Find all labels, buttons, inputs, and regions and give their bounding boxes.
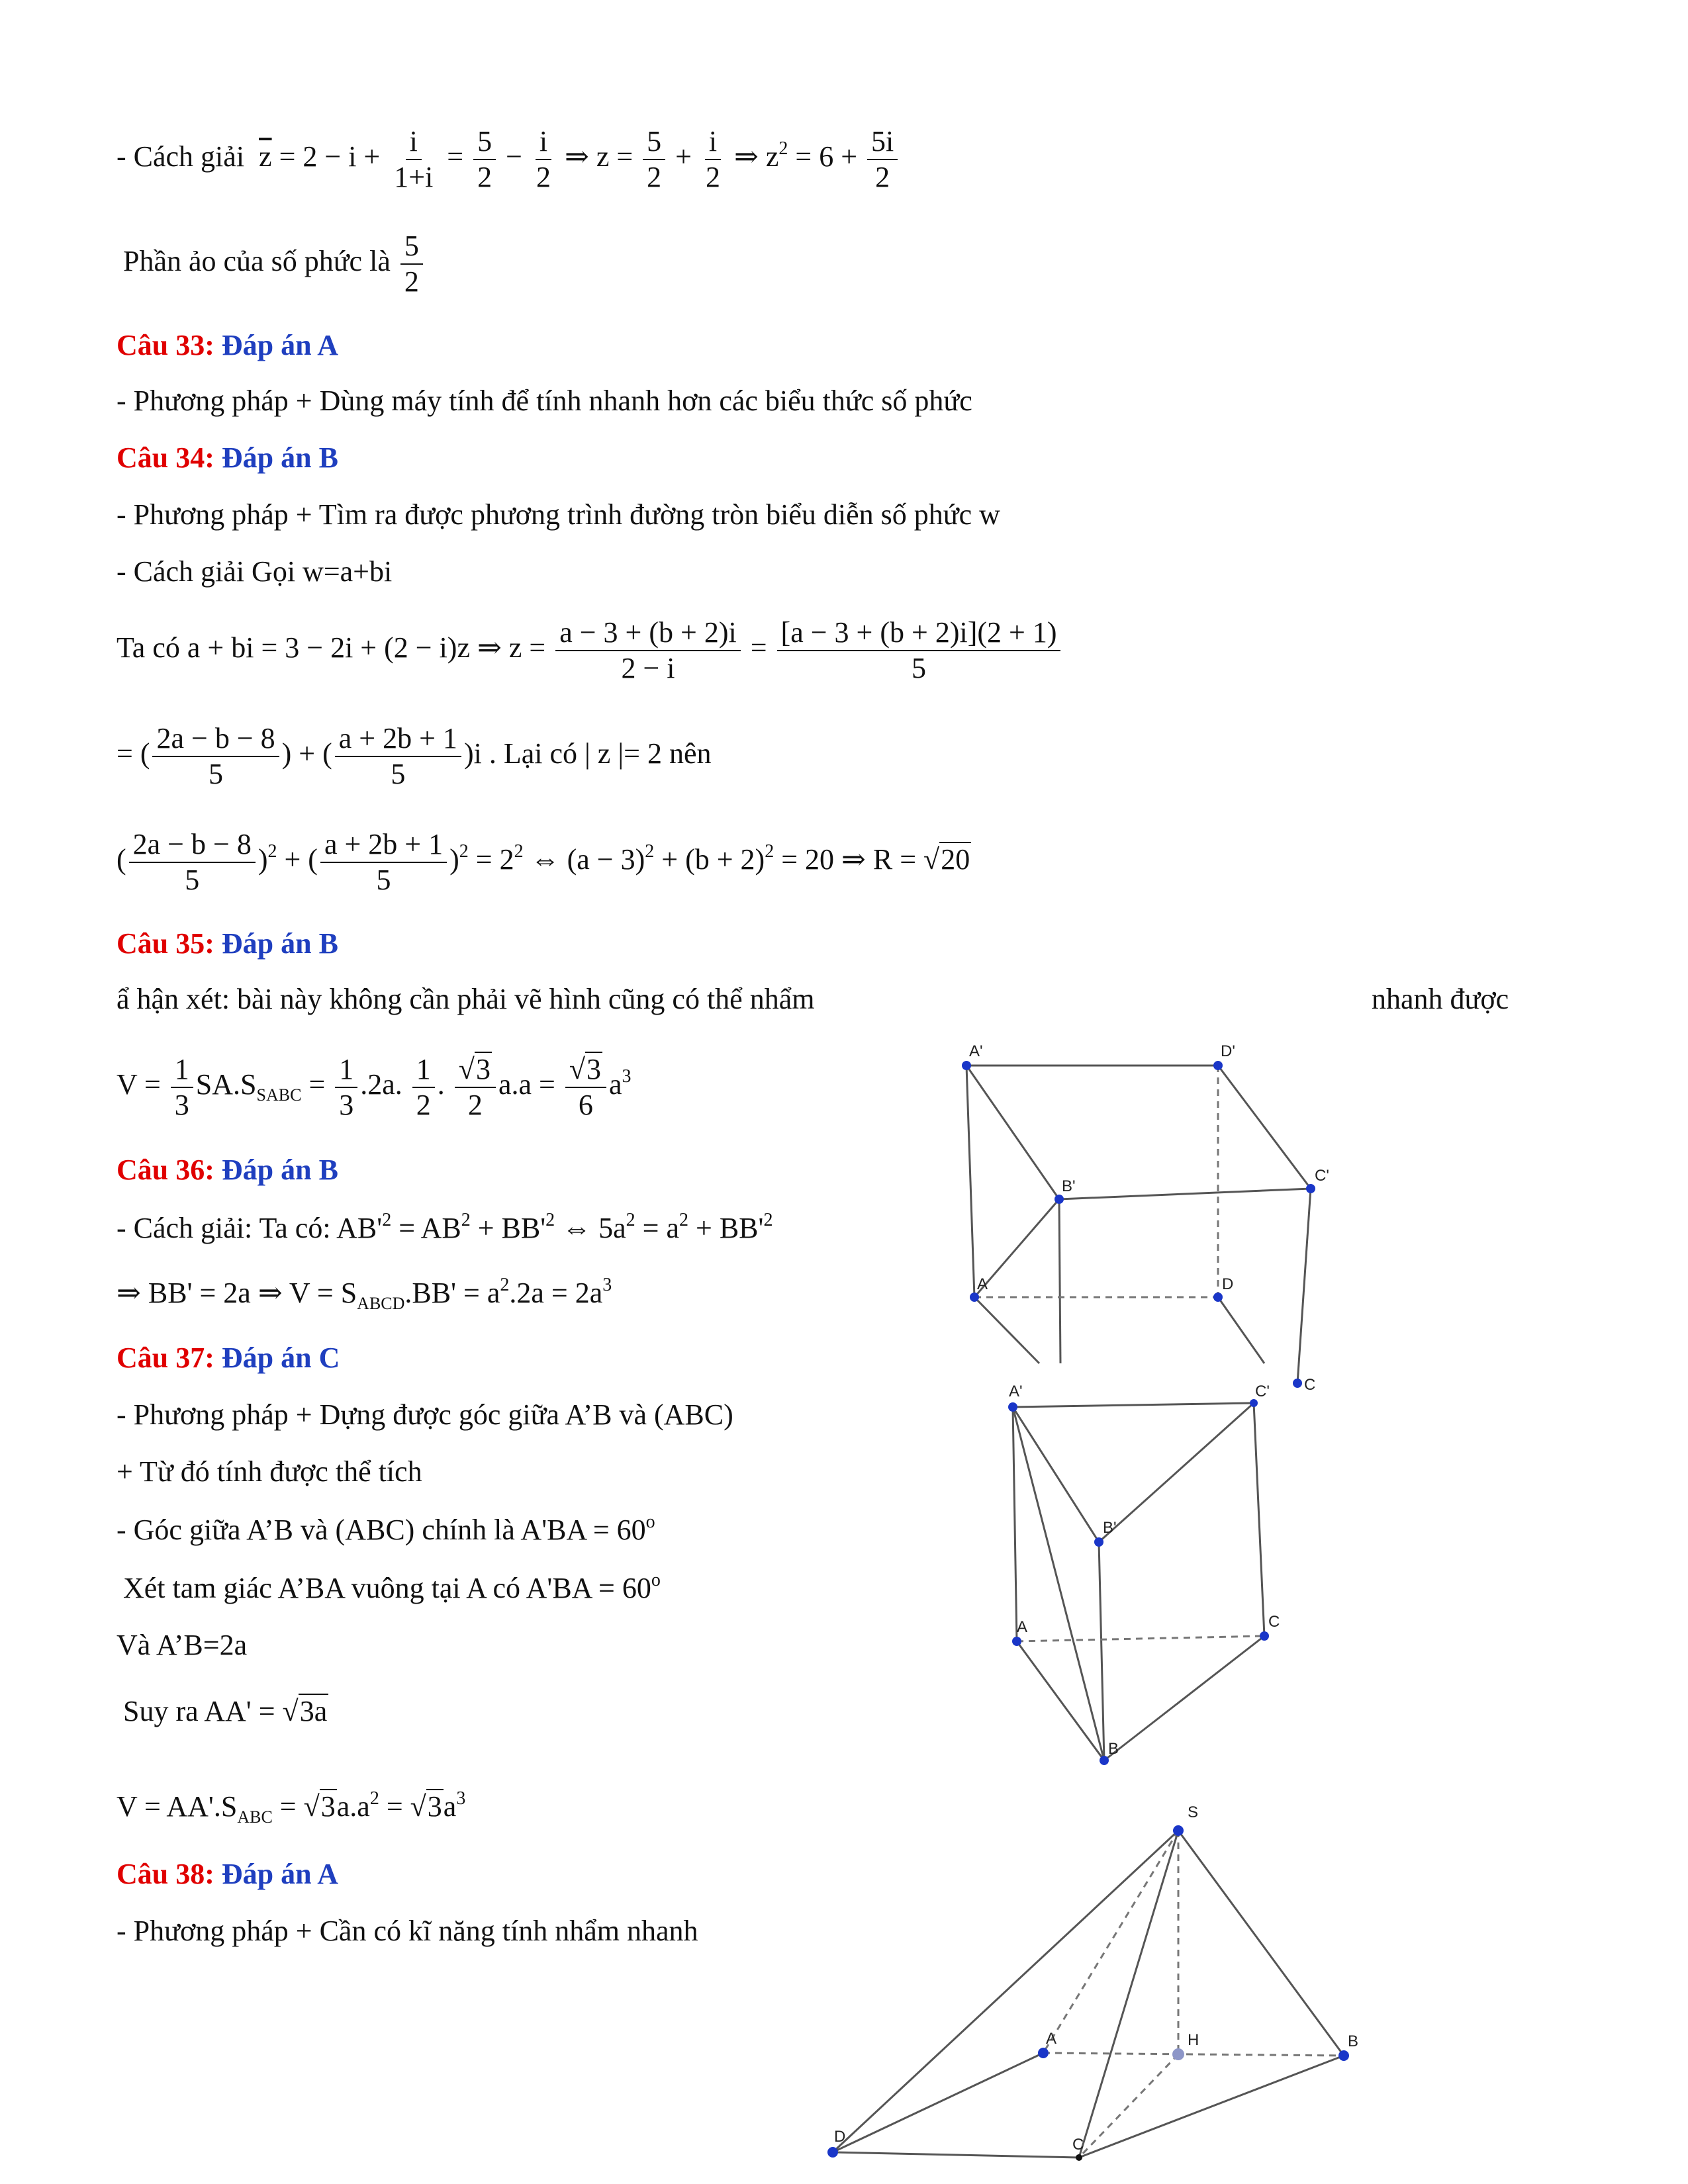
- deduce-37-text: Suy ra: [123, 1695, 199, 1727]
- given-37: Và A’B=2a: [117, 1629, 248, 1661]
- fig2-label-a1: A': [1009, 1383, 1023, 1400]
- deduce-37: Suy ra AA' = √3a: [123, 1695, 328, 1727]
- solution-36-a: - Cách giải: Ta có: $AB'^2 = AB^2 + BB'^2$ ⇔ $5a^2 = a^2 + BB'^2$: [117, 1210, 773, 1244]
- question-35-label: Câu 35:: [117, 927, 214, 960]
- fig3-label-d: D: [834, 2128, 846, 2146]
- question-38-label: Câu 38:: [117, 1858, 214, 1890]
- fig3-label-b: B: [1348, 2032, 1359, 2050]
- aa-label: AA' =: [204, 1695, 275, 1727]
- figure-prism-2: [993, 1377, 1311, 1774]
- question-38-heading: [117, 1857, 338, 1891]
- equation-34-b: = ( $\frac{2a - b - 8}{5}$ ) + ( $\frac{a + 2b + 1}{5}$ )i . Lại có | z |= 2 nên: [117, 722, 712, 790]
- fig3-label-h: H: [1188, 2031, 1199, 2049]
- solution-34: - Cách giải Gọi w=a+bi: [117, 555, 393, 588]
- step-37: + Từ đó tính được thể tích: [117, 1455, 422, 1488]
- question-37-heading: [117, 1341, 340, 1375]
- angle-37-text: - Góc giữa A’B và (ABC) chính là: [117, 1514, 515, 1546]
- degree-sign: o: [645, 1512, 655, 1532]
- method-38: - Phương pháp + Cần có kĩ năng tính nhẩm nhanh: [117, 1915, 698, 1947]
- imaginary-part-line: Phần ảo của số phức là $\frac{5}{2}$: [123, 229, 426, 299]
- solution-36-label: - Cách giải: Ta có:: [117, 1212, 331, 1244]
- angle-37-value: A'BA = 60: [520, 1514, 646, 1546]
- question-34-heading: [117, 441, 338, 475]
- question-37-label: Câu 37:: [117, 1342, 214, 1374]
- nen-text: nên: [669, 737, 712, 770]
- fig2-label-a: A: [1017, 1618, 1028, 1636]
- fig1-label-d: D: [1222, 1275, 1234, 1293]
- volume-37: $V = AA'.S_{ABC} = √3a.a^2 = √3a^3$: [117, 1788, 466, 1827]
- method-33: - Phương pháp + Dùng máy tính để tính nhanh hơn các biểu thức số phức: [117, 385, 972, 417]
- laico-text: . Lại có: [489, 737, 577, 770]
- fig1-label-a1: A': [969, 1042, 983, 1060]
- fig1-label-a: A: [977, 1275, 988, 1293]
- solution-line-32: - Cách giải $\overline{z} = 2 - i$ + $\frac{i}{1+i}$ = $\frac{5}{2}$ − $\frac{i}{2}$ ⇒ z = $\frac{5}{2}$ + $\frac{i}{2}$ ⇒ $z^2 = 6$ + $\frac{5i}{2}$: [117, 124, 900, 195]
- method-34: - Phương pháp + Tìm ra được phương trình đường tròn biểu diễn số phức w: [117, 498, 1000, 531]
- solution-36-b: ⇒ BB' = 2a ⇒ $V = S_{ABCD}.BB' = a^2.2a = 2a^3$: [117, 1275, 612, 1313]
- question-36-label: Câu 36:: [117, 1154, 214, 1186]
- imaginary-part-text: Phần ảo của số phức là: [123, 245, 391, 278]
- question-36-heading: [117, 1153, 338, 1187]
- equation-35: V = $\frac{1}{3}$ $SA.S_{SABC}$ = $\frac{1}{3}$ .2a. $\frac{1}{2}$ . $\frac{√3}{2}$ a.a = $\frac{√3}{6}$ $a^3$: [117, 1053, 632, 1121]
- fig2-label-b1: B': [1103, 1519, 1117, 1537]
- fig2-label-c: C: [1268, 1613, 1280, 1631]
- remark-35-end: nhanh được: [1372, 983, 1509, 1015]
- fig1-label-b1: B': [1062, 1177, 1076, 1195]
- method-37: - Phương pháp + Dựng được góc giữa A’B và (ABC): [117, 1398, 733, 1431]
- question-34-label: Câu 34:: [117, 441, 214, 474]
- answer-35: Đáp án B: [221, 927, 338, 960]
- triangle-37-angle: A'BA = 60: [526, 1572, 651, 1604]
- question-33-heading: [117, 328, 338, 363]
- equation-34-c: ( $\frac{2a - b - 8}{5}$ )$^2$ + ( $\frac{a + 2b + 1}{5}$ )$^2 = 2^2$ ⇔ $(a - 3)^2 + (b + 2)^2 = 20$ ⇒ R = √20: [117, 828, 970, 896]
- triangle-37: [123, 1571, 661, 1606]
- aa-value: 3a: [299, 1695, 328, 1727]
- remark-35: ẩ hận xét: bài này không cần phải vẽ hình cũng có thể nhẩm: [117, 983, 815, 1015]
- figure-pyramid: [821, 1787, 1377, 2177]
- fig1-label-c1: C': [1315, 1167, 1329, 1185]
- fig3-label-s: S: [1188, 1803, 1199, 1821]
- question-33-label: Câu 33:: [117, 329, 214, 361]
- fig3-label-a: A: [1046, 2030, 1057, 2048]
- equation-34-a: Ta có a + bi = 3 − 2i + (2 − i)z ⇒ z = $\frac{a - 3 + (b + 2)i}{2 - i}$ = $\frac{[a - 3 + (b + 2)i](2 + 1)}{5}$: [117, 615, 1063, 686]
- answer-38: Đáp án A: [221, 1858, 338, 1890]
- fig3-label-c: C: [1072, 2136, 1084, 2154]
- fig1-label-d1: D': [1221, 1042, 1235, 1060]
- triangle-37-text: Xét tam giác A’BA vuông tại A có: [123, 1572, 521, 1604]
- fig2-label-b: B: [1108, 1740, 1119, 1758]
- angle-37: [117, 1513, 655, 1547]
- fig2-label-c1: C': [1255, 1383, 1270, 1400]
- solution-label: - Cách giải: [117, 140, 245, 173]
- answer-36: Đáp án B: [221, 1154, 338, 1186]
- question-35-heading: [117, 927, 338, 961]
- degree-sign-2: o: [651, 1570, 661, 1590]
- fig1-label-c: C: [1304, 1376, 1316, 1394]
- taco-text: Ta có: [117, 631, 180, 664]
- answer-34: Đáp án B: [221, 441, 338, 474]
- answer-33: Đáp án A: [221, 329, 338, 361]
- answer-37: Đáp án C: [221, 1342, 340, 1374]
